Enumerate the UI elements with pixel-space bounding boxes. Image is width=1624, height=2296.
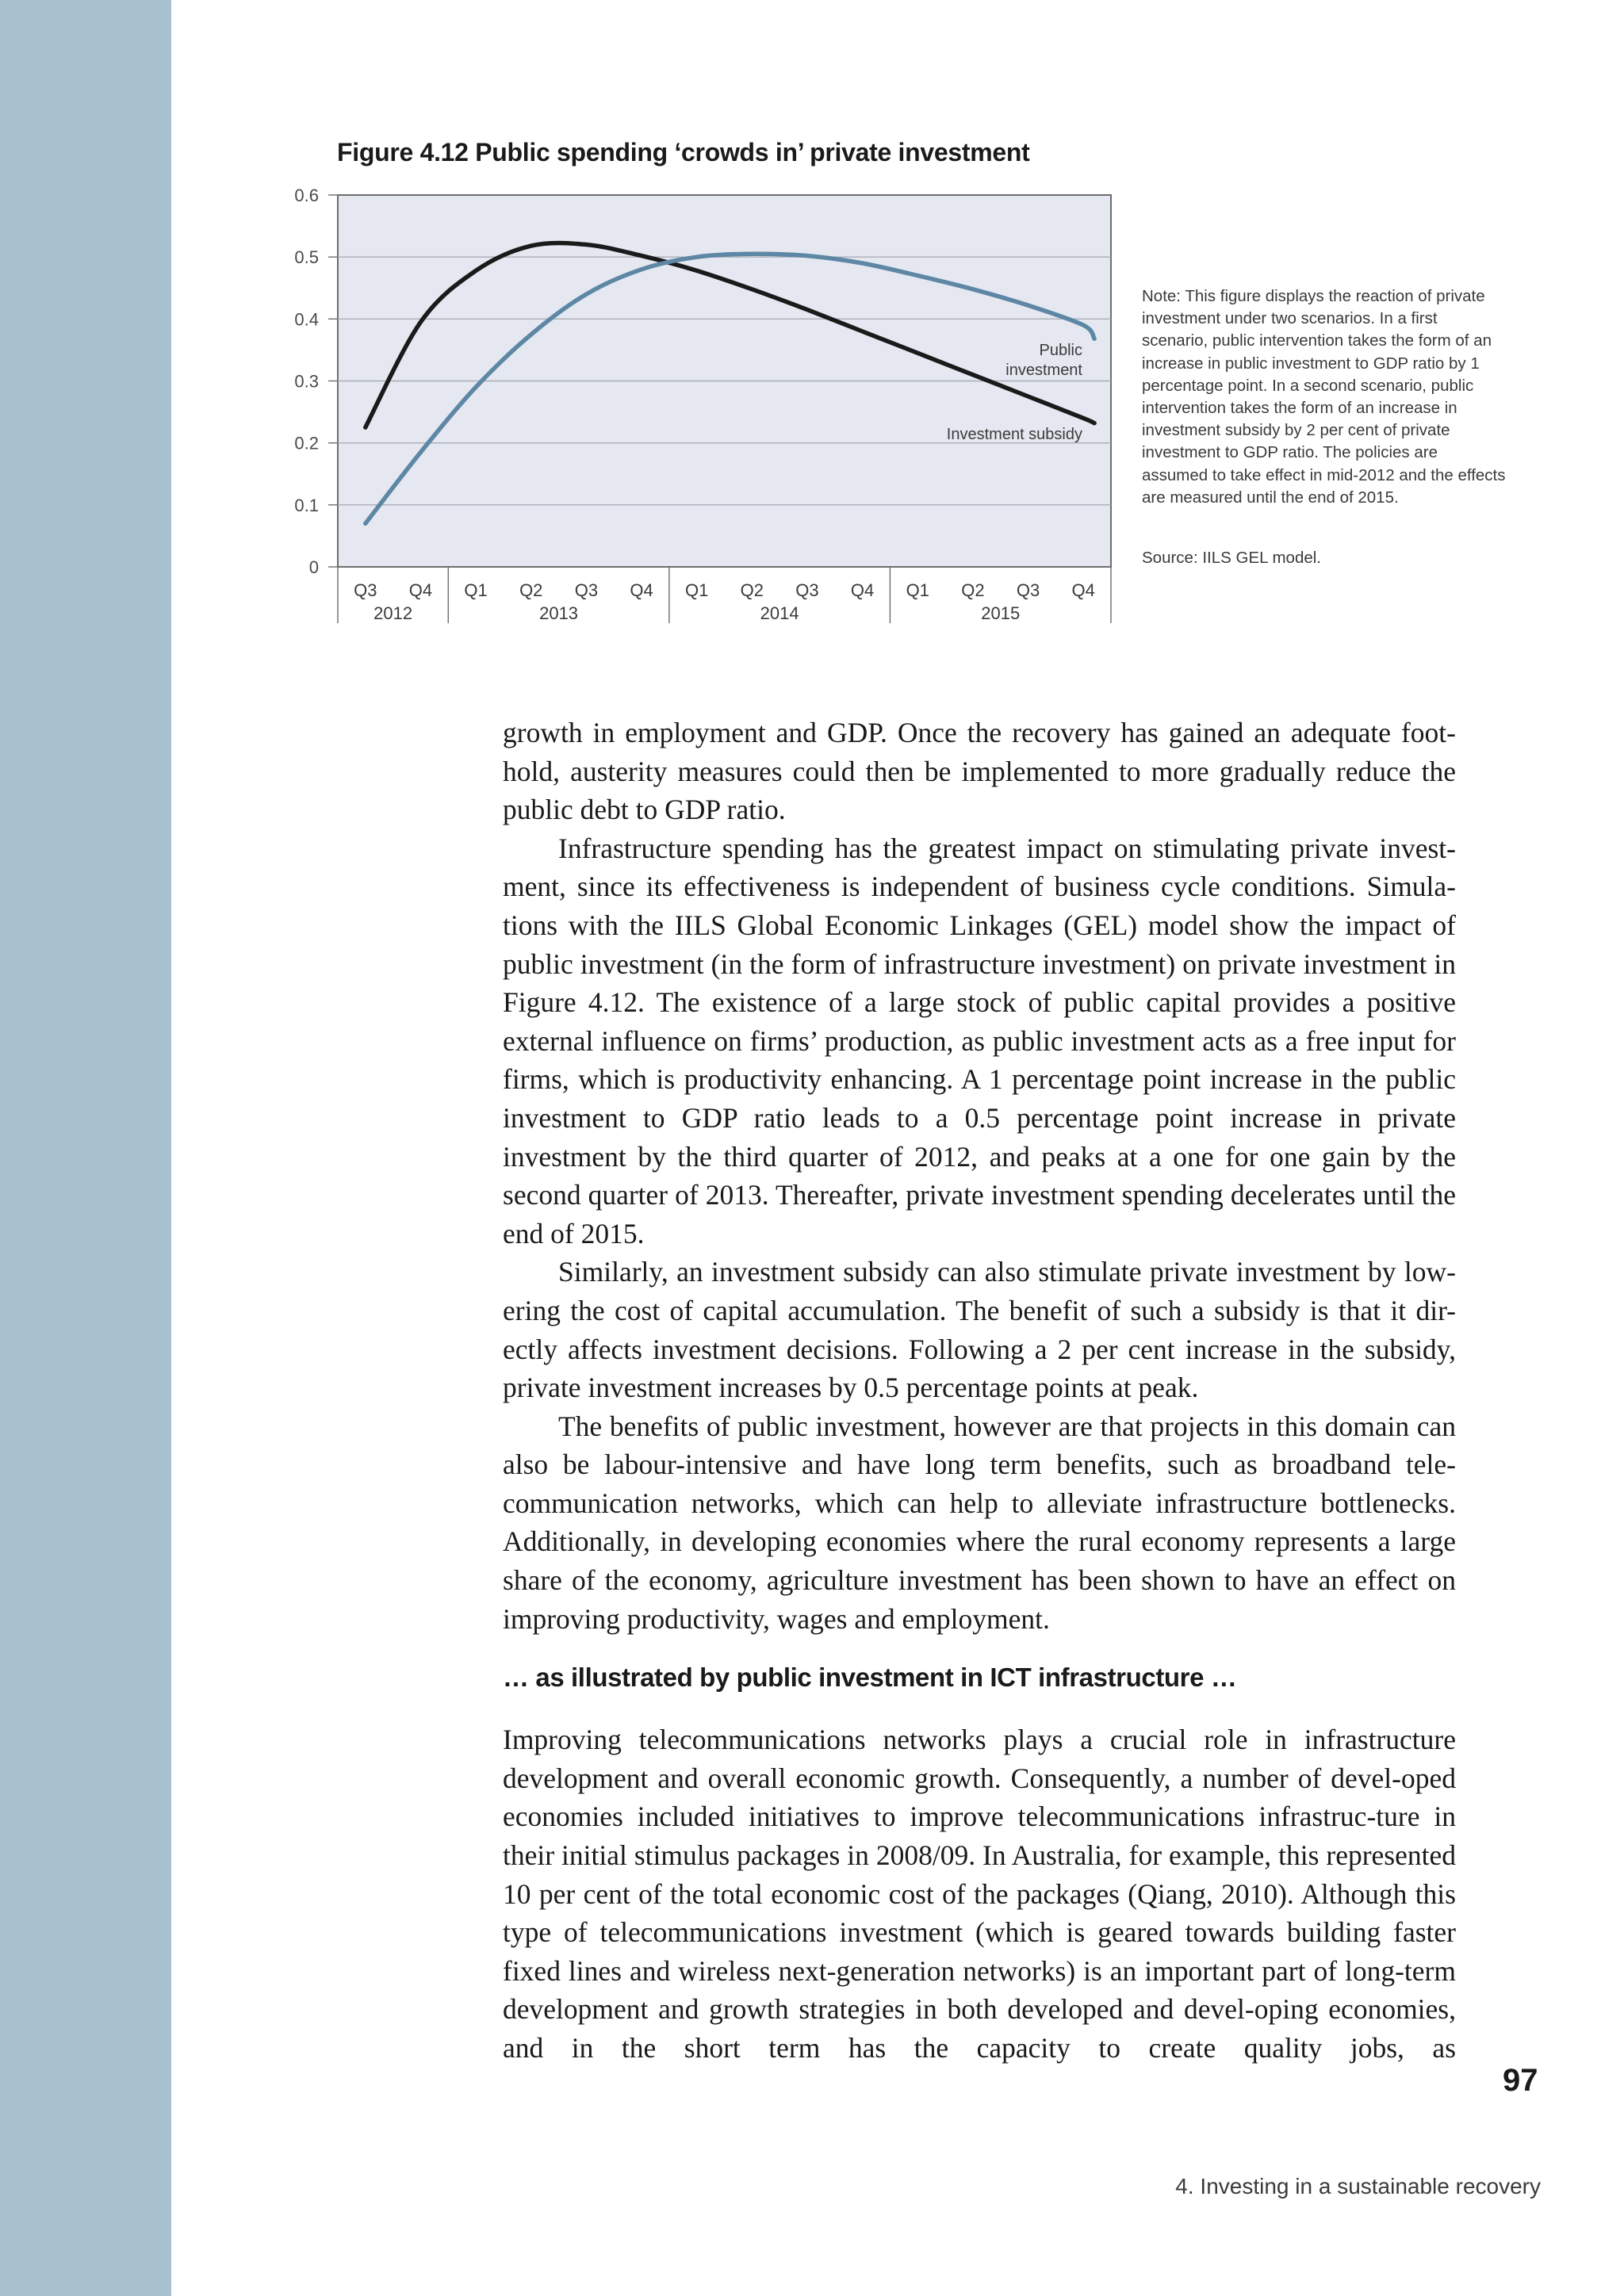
x-tick-label: Q2 [519,580,543,600]
x-tick-label: Q2 [961,580,985,600]
paragraph-2: Infrastructure spending has the greatest impact on stimulating private invest-ment, since its effectiveness is independent of business cycle conditions. Simula-tions with the IILS Global Economic Linkages (GEL) model show the impact of public investment (in the form of infrastructure investment) on private investment in Figure 4.12. The existence of a large stock of public capital provides a positive external influence on firms’ production, as public investment acts as a free input for firms, which is productivity enhancing. A 1 percentage point increase in the public investment to GDP ratio leads to a 0.5 percentage point increase in private investment by the third quarter of 2012, and peaks at a one for one gain by the second quarter of 2013. Thereafter, private investment spending decelerates until the end of 2015. [503,832,1456,1249]
series-label-subsidy: Investment subsidy [946,426,1082,443]
x-tick-label: Q1 [684,580,709,600]
section-heading: … as illustrated by public investment in ICT infrastructure … [503,1663,1237,1693]
x-tick-label: Q3 [1016,580,1040,600]
x-tick-label: Q4 [1071,580,1095,600]
paragraph-1: growth in employment and GDP. Once the recovery has gained an adequate foot-hold, austerity measures could then be implemented to more gradually reduce the public debt to GDP ratio. [503,717,1456,826]
paragraph-3: Similarly, an investment subsidy can also stimulate private investment by low-ering the cost of capital accumulation. The benefit of such a subsidy is that it dir-ectly affects investment decisions. Following a 2 per cent increase in the subsidy, private investment increases by 0.5 percentage points at peak. [503,1256,1456,1404]
year-label: 2014 [760,603,799,623]
x-tick-label: Q1 [906,580,929,600]
year-label: 2015 [981,603,1021,623]
series-label-public-line1: Public [1039,342,1082,359]
series-label-public-line2: investment [1005,362,1082,379]
x-tick-label: Q3 [354,580,377,600]
year-label: 2013 [539,603,579,623]
x-tick-label: Q1 [464,580,488,600]
y-tick-label: 0 [308,557,319,577]
x-tick-label: Q4 [408,580,433,600]
page-number: 97 [1503,2063,1538,2098]
paragraph-4: The benefits of public investment, however are that projects in this domain can also be labour-intensive and have long term benefits, such as broadband tele-communication networks, which can help to alleviate infrastructure bottlenecks. Additionally, in developing economies where the rural economy represents a large share of the economy, agriculture investment has been shown to have an effect on improving productivity, wages and employment. [503,1410,1456,1635]
figure-title: Figure 4.12 Public spending ‘crowds in’ private investment [337,138,1030,166]
y-tick-label: 0.6 [294,186,319,205]
x-tick-label: Q4 [850,580,875,600]
figure-source: Source: IILS GEL model. [1142,549,1321,567]
y-tick-label: 0.2 [294,433,319,453]
y-tick-label: 0.3 [294,371,319,392]
body-text [503,714,1456,2068]
x-tick-label: Q3 [574,580,599,600]
year-label: 2012 [373,603,413,623]
running-footer: 4. Investing in a sustainable recovery [1175,2174,1541,2198]
y-tick-label: 0.4 [294,309,319,330]
x-tick-label: Q3 [795,580,819,600]
paragraph-5: Improving telecommunications networks plays a crucial role in infrastructure development and overall economic growth. Consequently, a number of devel-oped economies included initiatives to improve telecommunications infrastruc-ture in their initial stimulus packages in 2008/09. In Australia, for example, this represented 10 per cent of the total economic cost of the packages (Qiang, 2010). Although this type of telecommunications investment (which is geared towards building faster fixed lines and wireless next-generation networks) is an important part of long-term development and growth strategies in both developed and devel-oping economies, and in the short term has the capacity to create quality jobs, as [503,1724,1456,2064]
x-tick-label: Q2 [740,580,764,600]
figure-note: Note: This figure displays the reaction of private investment under two scenarios. In a first scenario, public intervention takes the form of an increase in public investment to GDP ratio by 1 percentage point. In a second scenario, public intervention takes the form of an increase in investment subsidy by 2 per cent of private investment to GDP ratio. The policies are assumed to take effect in mid-2012 and the effects are measured until the end of 2015. [1142,287,1506,507]
x-tick-label: Q4 [630,580,653,600]
y-tick-label: 0.1 [294,495,319,515]
y-tick-label: 0.5 [294,247,319,268]
